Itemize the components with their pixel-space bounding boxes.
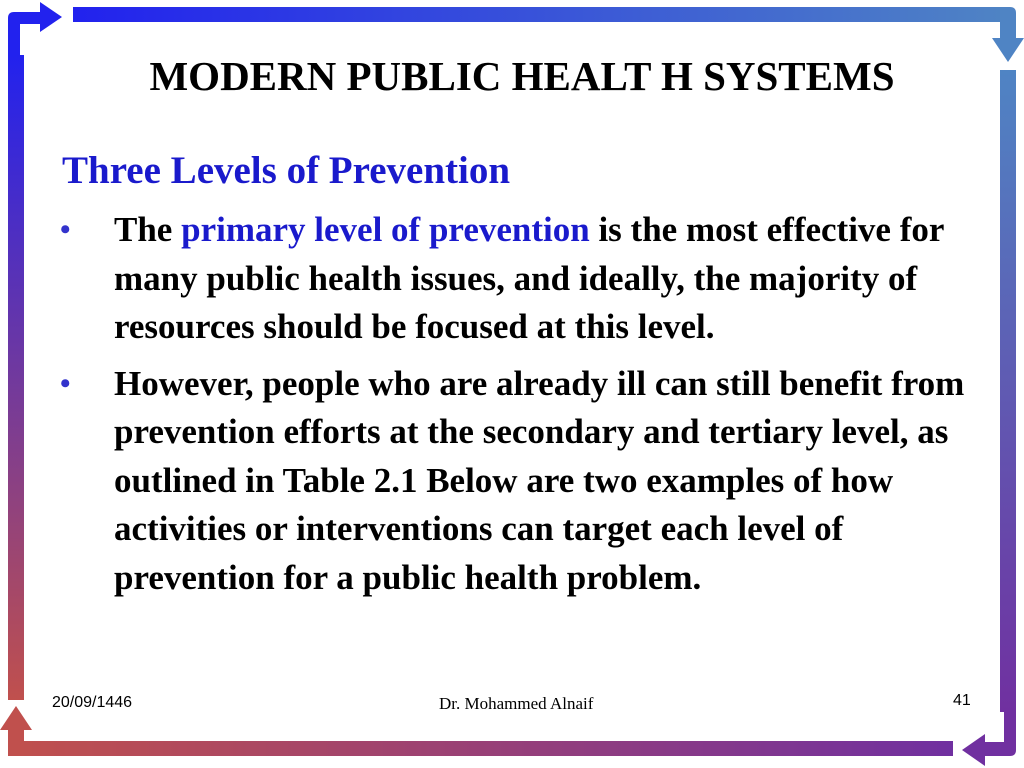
bullet-list [56, 206, 991, 610]
bullet-icon: • [60, 213, 71, 246]
bullet-text-before: The [114, 210, 182, 249]
frame-top-left-arrow-icon [8, 2, 62, 55]
slide-title: MODERN PUBLIC HEALT H SYSTEMS [149, 53, 895, 99]
footer-date: 20/09/1446 [52, 694, 133, 711]
slide-subtitle: Three Levels of Prevention [62, 149, 511, 192]
bullet-item-primary [56, 206, 991, 352]
bullet-text: However, people who are already ill can still benefit from prevention efforts at the secondary and tertiary level, as outlined in Table 2.1 Below are two examples of how activities or interventions can target each level of prevention for a public health problem. [114, 363, 965, 597]
bullet-icon: • [60, 366, 71, 400]
footer-page-number: 41 [953, 692, 971, 709]
frame-right-bar [1000, 70, 1016, 712]
frame-top-bar [73, 7, 1009, 22]
bullet-item-secondary-tertiary [56, 360, 991, 603]
highlight-primary-level: primary level of prevention [181, 210, 590, 249]
frame-bottom-right-arrow-icon [962, 712, 1016, 766]
footer-author: Dr. Mohammed Alnaif [439, 694, 594, 713]
frame-left-bar [8, 55, 24, 700]
frame-bottom-bar [15, 741, 953, 756]
bullet-text-after: is the most effective for many public health issues, and ideally, the majority of resources should be focused at this level. [114, 210, 944, 346]
